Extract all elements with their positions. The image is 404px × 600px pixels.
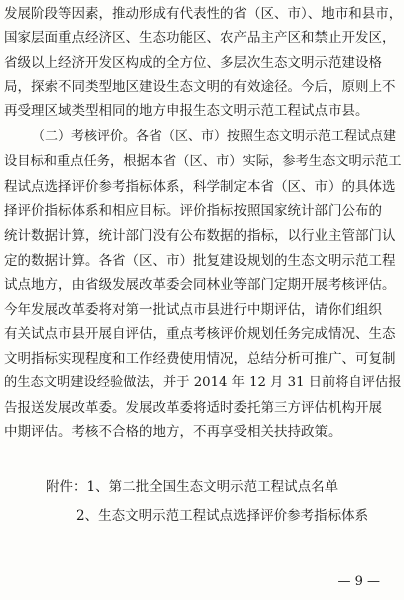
- body-line: 程试点选择评价参考指标体系，科学制定本省（区、市）的具体选: [4, 179, 396, 195]
- body-line: 择评价指标体系和相应目标。评价指标按照国家统计部门公布的: [4, 203, 382, 219]
- attachment-line-2: 2、生态文明示范工程试点选择评价参考指标体系: [76, 508, 369, 524]
- body-line: 统计数据计算，统计部门没有公布数据的指标，以行业主管部门认: [4, 228, 396, 244]
- body-line: 国家层面重点经济区、生态功能区、农产品主产区和禁止开发区，: [4, 30, 396, 46]
- body-line: 定的数据计算。各省（区、市）批复建设规划的生态文明示范工程: [4, 253, 396, 269]
- body-line: 省级以上经济开发区构成的全方位、多层次生态文明示范建设格: [4, 55, 382, 71]
- body-line: 文明指标实现程度和工作经费使用情况，总结分析可推广、可复制: [4, 351, 396, 367]
- body-line: 局，探索不同类型地区建设生态文明的有效途径。今后，原则上不: [4, 79, 396, 95]
- body-line: 发展阶段等因素，推动形成有代表性的省（区、市）、地市和县市，: [4, 6, 403, 22]
- body-line: （二）考核评价。各省（区、市）按照生态文明示范工程试点建: [32, 129, 397, 144]
- body-line: 今年发展改革委将对第一批试点市县进行中期评估，请你们组织: [4, 302, 382, 318]
- page-number: — 9 —: [337, 574, 380, 589]
- body-line: 的生态文明建设经验做法，并于 2014 年 12 月 31 日前将自评估报: [4, 375, 402, 390]
- body-line: 试点地方，由省级发展改革委会同林业等部门定期开展考核评估。: [4, 277, 396, 293]
- body-line: 告报送发展改革委。发展改革委将适时委托第三方评估机构开展: [4, 400, 382, 416]
- body-line: 设目标和重点任务，根据本省（区、市）实际，参考生态文明示范工: [4, 154, 402, 169]
- body-line: 再受理区域类型相同的地方申报生态文明示范工程试点市县。: [4, 103, 369, 119]
- body-line: 中期评估。考核不合格的地方，不再享受相关扶持政策。: [4, 424, 342, 440]
- attachment-line-1: 附件：1、第二批全国生态文明示范工程试点名单: [46, 479, 339, 495]
- body-line: 有关试点市县开展自评估，重点考核评价规划任务完成情况、生态: [4, 326, 396, 342]
